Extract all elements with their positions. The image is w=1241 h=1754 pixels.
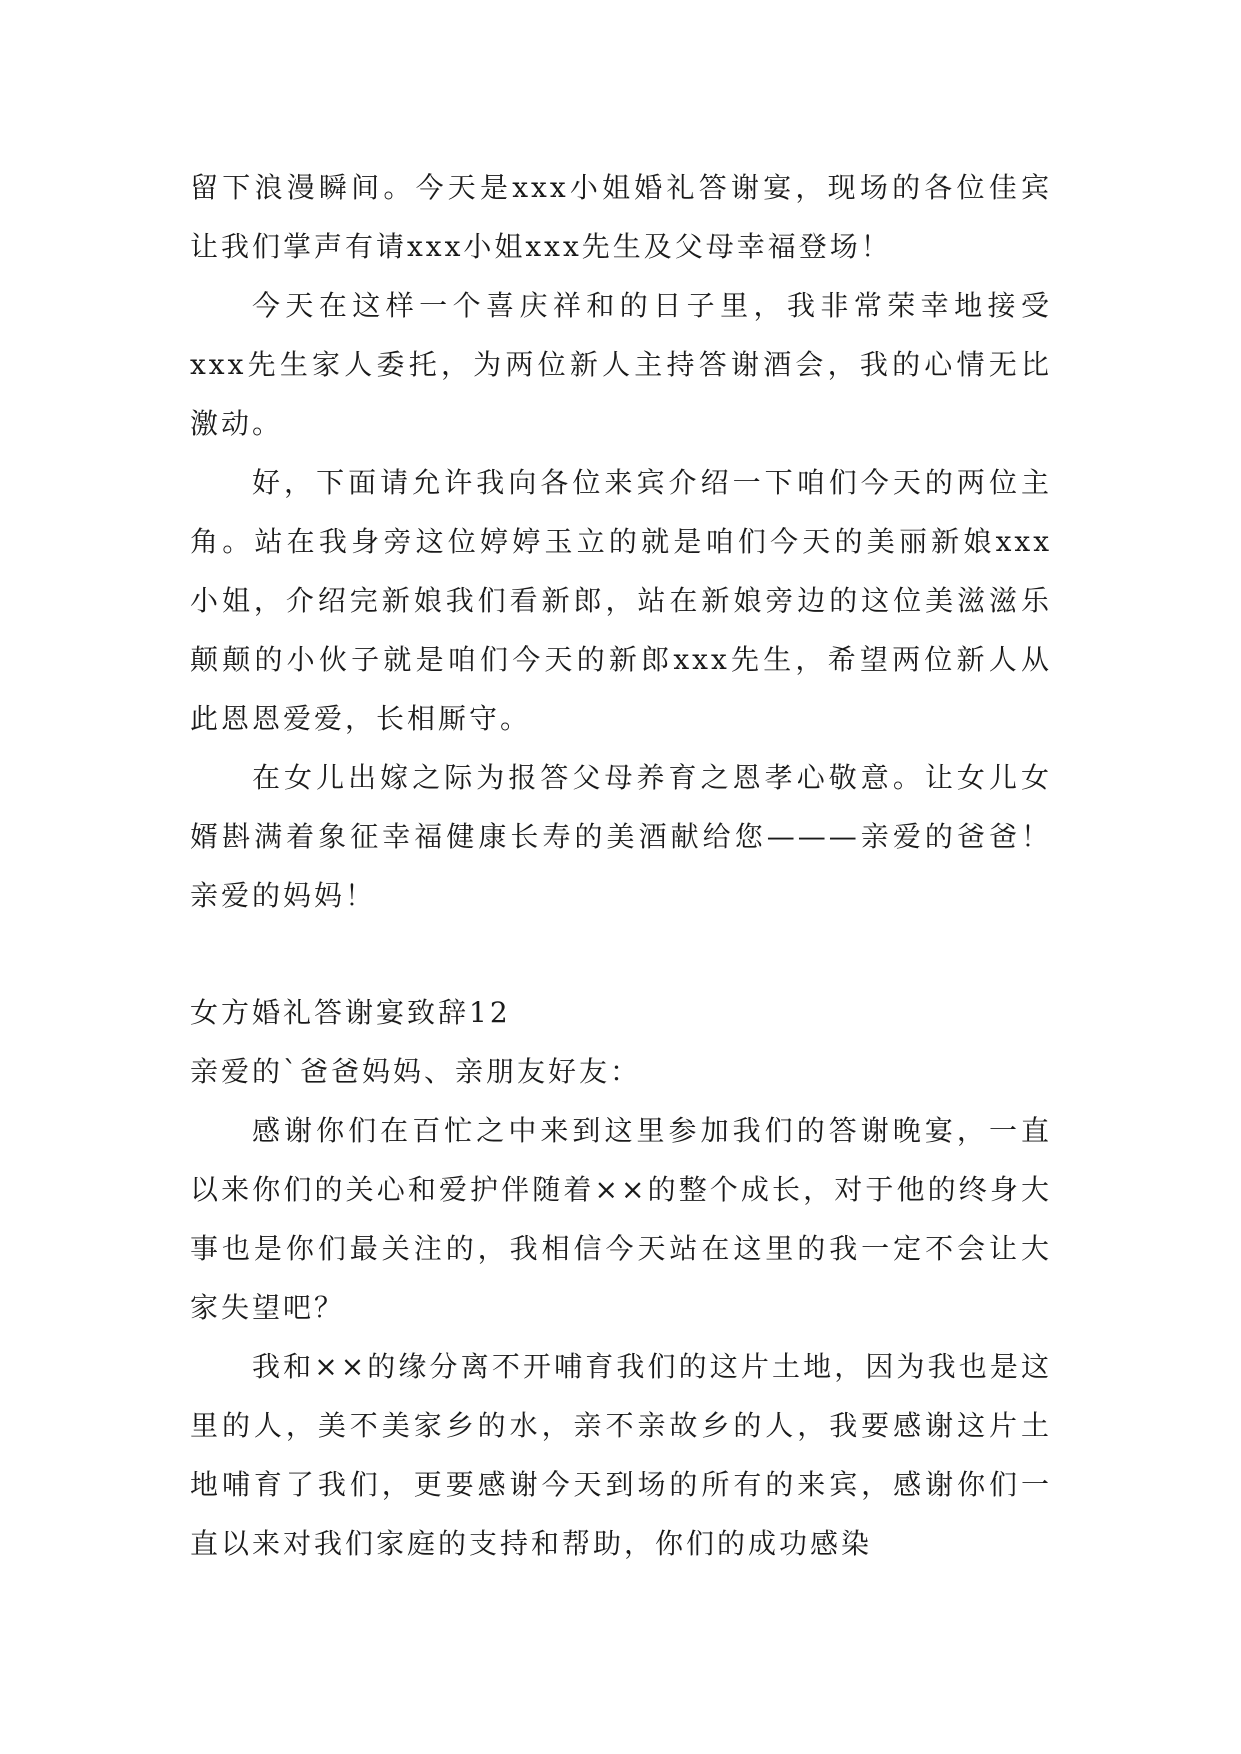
paragraph-introduce-couple: 好，下面请允许我向各位来宾介绍一下咱们今天的两位主角。站在我身旁这位婷婷玉立的就是咱们今天的美丽新娘xxx小姐，介绍完新娘我们看新郎，站在新娘旁边的这位美滋滋乐颠颠的小伙子就是咱们今天的新郎xxx先生，希望两位新人从此恩恩爱爱，长相厮守。 [190,466,1052,735]
paragraph-host-intro: 今天在这样一个喜庆祥和的日子里，我非常荣幸地接受xxx先生家人委托，为两位新人主持答谢酒会，我的心情无比激动。 [190,289,1052,440]
section-gap [190,925,1052,983]
paragraph-toast-parents: 在女儿出嫁之际为报答父母养育之恩孝心敬意。让女儿女婿斟满着象征幸福健康长寿的美酒献给您———亲爱的爸爸！亲爱的妈妈！ [190,761,1052,912]
salutation: 亲爱的`爸爸妈妈、亲朋友好友： [190,1055,642,1088]
paragraph-continuation: 留下浪漫瞬间。今天是xxx小姐婚礼答谢宴，现场的各位佳宾让我们掌声有请xxx小姐xxx先生及父母幸福登场！ [190,171,1052,263]
section-title: 女方婚礼答谢宴致辞12 [190,996,511,1029]
paragraph-hometown: 我和××的缘分离不开哺育我们的这片土地，因为我也是这里的人，美不美家乡的水，亲不亲故乡的人，我要感谢这片土地哺育了我们，更要感谢今天到场的所有的来宾，感谢你们一直以来对我们家庭的支持和帮助，你们的成功感染 [190,1350,1052,1560]
paragraph-thanks: 感谢你们在百忙之中来到这里参加我们的答谢晚宴，一直以来你们的关心和爱护伴随着××的整个成长，对于他的终身大事也是你们最关注的，我相信今天站在这里的我一定不会让大家失望吧？ [190,1114,1052,1324]
document-page [190,158,1052,1573]
